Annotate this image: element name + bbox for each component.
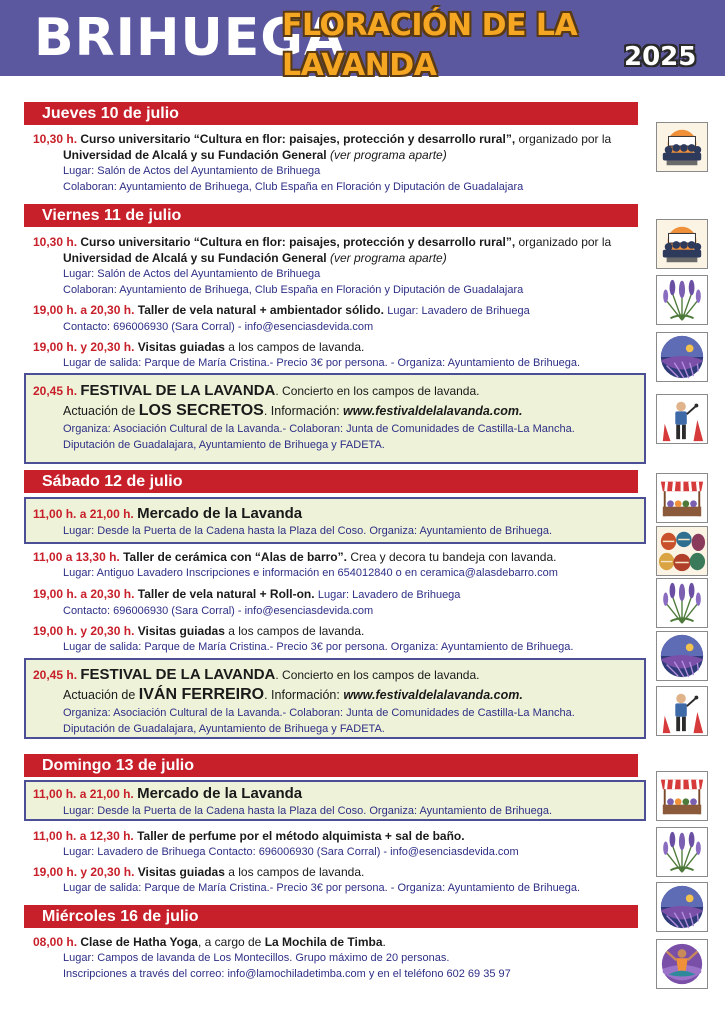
- event-title-line: 19,00 h. a 20,30 h. Taller de vela natural + ambientador sólido. Lugar: Lavadero de Brihuega: [33, 303, 530, 317]
- event-contact: Contacto: 696006930 (Sara Corral) - info@esenciasdevida.com: [63, 605, 374, 617]
- lavender-field-icon: [656, 631, 708, 681]
- event-place: Lugar: Salón de Actos del Ayuntamiento de Brihuega: [63, 165, 321, 177]
- event-place: Lugar: Lavadero de Brihuega Contacto: 696006930 (Sara Corral) - info@esenciasdevida.com: [63, 846, 519, 858]
- event-details: Lugar de salida: Parque de María Cristina.- Precio 3€ por persona. Organiza: Ayuntamiento de Brihuega.: [63, 641, 574, 653]
- event-title-line: 20,45 h. FESTIVAL DE LA LAVANDA. Concierto en los campos de lavanda.: [33, 382, 480, 399]
- event-candle-workshop-viernes: [33, 302, 530, 335]
- event-course-viernes: [33, 234, 611, 298]
- event-title-line: 08,00 h. Clase de Hatha Yoga, a cargo de La Mochila de Timba.: [33, 935, 386, 949]
- event-title-line: 19,00 h. y 20,30 h. Visitas guiadas a los campos de lavanda.: [33, 624, 365, 638]
- event-details: Lugar de salida: Parque de María Cristina.- Precio 3€ por persona. - Organiza: Ayuntamiento de Brihuega.: [63, 357, 581, 369]
- event-collab: Colaboran: Ayuntamiento de Brihuega, Club España en Floración y Diputación de Guadalajara: [63, 181, 524, 193]
- day-header-sabado: Sábado 12 de julio: [24, 470, 638, 493]
- event-details: Lugar de salida: Parque de María Cristina.- Precio 3€ por persona. - Organiza: Ayuntamiento de Brihuega.: [63, 882, 581, 894]
- event-title-line: 19,00 h. y 20,30 h. Visitas guiadas a los campos de lavanda.: [33, 340, 365, 354]
- event-organizers-2: Diputación de Guadalajara, Ayuntamiento de Brihuega y FADETA.: [63, 723, 385, 735]
- event-contact: Inscripciones a través del correo: info@lamochiladetimba.com y en el teléfono 602 69 35 97: [63, 968, 511, 980]
- course-icon: [656, 122, 708, 172]
- event-market-sabado: [33, 505, 552, 539]
- event-place: Lugar: Antiguo Lavadero Inscripciones e información en 654012840 o en ceramica@alasdebarro.com: [63, 567, 558, 579]
- day-header-jueves: Jueves 10 de julio: [24, 102, 638, 125]
- course-icon: [656, 219, 708, 269]
- event-place: Lugar: Campos de lavanda de Los Montecillos. Grupo máximo de 20 personas.: [63, 952, 450, 964]
- day-header-miercoles: Miércoles 16 de julio: [24, 905, 638, 928]
- event-title-line: 20,45 h. FESTIVAL DE LA LAVANDA. Concierto en los campos de lavanda.: [33, 666, 480, 683]
- event-perfume-domingo: [33, 828, 519, 860]
- event-course-jueves: [33, 131, 611, 195]
- event-market-domingo: [33, 785, 552, 819]
- lavender-field-icon: [656, 332, 708, 382]
- event-organizers-2: Diputación de Guadalajara, Ayuntamiento de Brihuega y FADETA.: [63, 439, 385, 451]
- event-artist-line: Actuación de IVÁN FERREIRO. Información: www.festivaldelalavanda.com.: [63, 686, 523, 703]
- event-organizers: Organiza: Asociación Cultural de la Lavanda.- Colaboran: Junta de Comunidades de Castilla-La Mancha.: [63, 423, 575, 435]
- market-stall-icon: [656, 473, 708, 523]
- event-place: Lugar: Desde la Puerta de la Cadena hasta la Plaza del Coso. Organiza: Ayuntamiento de Brihuega.: [63, 805, 553, 817]
- ceramics-icon: [656, 526, 708, 576]
- event-title-line: 19,00 h. y 20,30 h. Visitas guiadas a los campos de lavanda.: [33, 865, 365, 879]
- event-title-line: 11,00 a 13,30 h. Taller de cerámica con “Alas de barro”. Crea y decora tu bandeja con lavanda.: [33, 550, 557, 564]
- event-title-line: 19,00 h. a 20,30 h. Taller de vela natural + Roll-on. Lugar: Lavadero de Brihuega: [33, 587, 461, 601]
- lavender-icon: [656, 578, 708, 628]
- event-ceramics-sabado: [33, 549, 558, 581]
- event-festival-sabado: [33, 665, 575, 737]
- event-place: Lugar: Salón de Actos del Ayuntamiento de Brihuega: [63, 268, 321, 280]
- header-banner: [0, 0, 725, 83]
- lavender-field-icon: [656, 882, 708, 932]
- event-title-line: 10,30 h. Curso universitario “Cultura en flor: paisajes, protección y desarrollo rural”, organizado por la: [33, 235, 612, 249]
- event-title-line: 11,00 h. a 21,00 h. Mercado de la Lavanda: [33, 505, 303, 522]
- event-title-line: 11,00 h. a 12,30 h. Taller de perfume por el método alquimista + sal de baño.: [33, 829, 465, 843]
- event-yoga-miercoles: [33, 934, 511, 982]
- event-candle-rollon-sabado: [33, 586, 460, 619]
- event-guided-visit-sabado: [33, 623, 573, 655]
- musician-icon: [656, 394, 708, 444]
- festival-title: FLORACIÓN DE LA LAVANDA: [282, 8, 578, 83]
- event-festival-viernes: [33, 381, 575, 453]
- market-stall-icon: [656, 771, 708, 821]
- event-collab: Colaboran: Ayuntamiento de Brihuega, Club España en Floración y Diputación de Guadalajara: [63, 284, 524, 296]
- lavender-icon: [656, 827, 708, 877]
- festival-year: 2025: [624, 42, 697, 72]
- event-title-line: 10,30 h. Curso universitario “Cultura en flor: paisajes, protección y desarrollo rural”, organizado por la: [33, 132, 612, 146]
- event-contact: Contacto: 696006930 (Sara Corral) - info@esenciasdevida.com: [63, 321, 374, 333]
- event-title-line: 11,00 h. a 21,00 h. Mercado de la Lavanda: [33, 785, 303, 802]
- event-guided-visit-domingo: [33, 864, 580, 896]
- yoga-icon: [656, 939, 708, 989]
- event-guided-visit-viernes: [33, 339, 580, 371]
- event-artist-line: Actuación de LOS SECRETOS. Información: www.festivaldelalavanda.com.: [63, 402, 523, 419]
- event-org-line: Universidad de Alcalá y su Fundación General (ver programa aparte): [63, 148, 447, 162]
- event-organizers: Organiza: Asociación Cultural de la Lavanda.- Colaboran: Junta de Comunidades de Castilla-La Mancha.: [63, 707, 575, 719]
- day-header-domingo: Domingo 13 de julio: [24, 754, 638, 777]
- musician-icon: [656, 686, 708, 736]
- day-header-viernes: Viernes 11 de julio: [24, 204, 638, 227]
- brand-title: BRIHUEGA: [34, 8, 346, 68]
- lavender-icon: [656, 275, 708, 325]
- event-place: Lugar: Desde la Puerta de la Cadena hasta la Plaza del Coso. Organiza: Ayuntamiento de Brihuega.: [63, 525, 553, 537]
- event-org-line: Universidad de Alcalá y su Fundación General (ver programa aparte): [63, 251, 447, 265]
